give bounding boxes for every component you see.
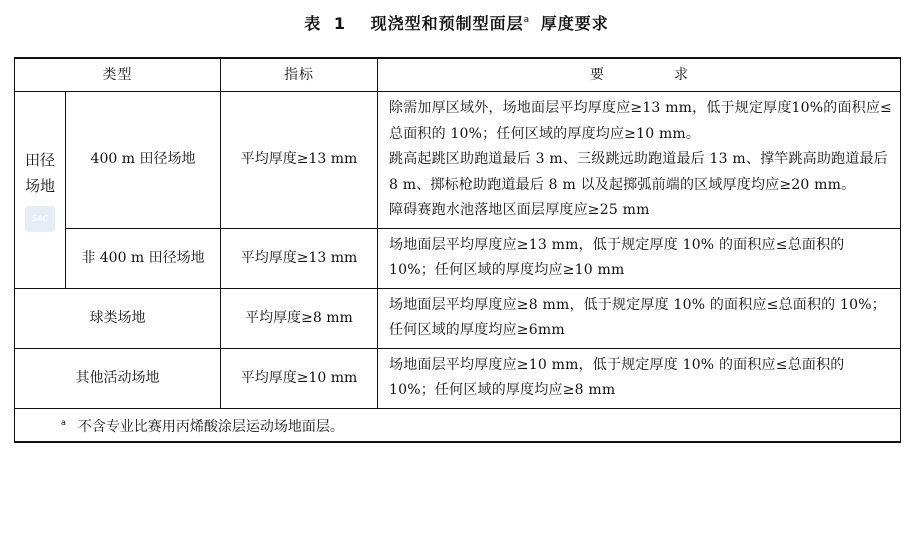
row-type: 球类场地 (15, 288, 221, 348)
requirement-paragraph: 场地面层平均厚度应≥10 mm，低于规定厚度 10% 的面积应≤总面积的 10%；任何区域的厚度均应≥8 mm (389, 356, 845, 398)
requirement-paragraph: 场地面层平均厚度应≥13 mm，低于规定厚度 10% 的面积应≤总面积的 10%；任何区域的厚度均应≥10 mm (389, 236, 845, 278)
row-type: 非 400 m 田径场地 (66, 228, 221, 288)
footnote-mark: a (61, 417, 66, 427)
table-number: 1 (333, 14, 347, 33)
group-cell-track-field (15, 92, 66, 289)
row-indicator: 平均厚度≥10 mm (221, 348, 378, 408)
row-requirements (378, 92, 901, 229)
table-title-text: 现浇型和预制型面层 (370, 14, 524, 33)
group-label-line2: 场地 (24, 177, 55, 196)
requirement-paragraph: 障碍赛跑水池落地区面层厚度应≥25 mm (389, 202, 650, 218)
table-footnote-row (15, 408, 901, 442)
table-row (15, 92, 901, 229)
requirement-paragraph: 跳高起跳区助跑道最后 3 m、三级跳远助跑道最后 13 m、撑竿跳高助跑道最后 8 m、掷标枪助跑道最后 8 m 以及起掷弧前端的区域厚度均应≥20 mm。 (389, 151, 888, 193)
row-indicator: 平均厚度≥8 mm (221, 288, 378, 348)
requirement-paragraph: 场地面层平均厚度应≥8 mm，低于规定厚度 10% 的面积应≤总面积的 10%；任何区域的厚度均应≥6mm (389, 296, 886, 338)
row-indicator: 平均厚度≥13 mm (221, 228, 378, 288)
header-type: 类型 (15, 58, 221, 92)
header-indicator: 指标 (221, 58, 378, 92)
footnote-text: 不含专业比赛用丙烯酸涂层运动场地面层。 (77, 418, 344, 435)
thickness-requirements-table (14, 57, 901, 443)
table-row (15, 228, 901, 288)
sac-logo: SAC (25, 206, 55, 232)
table-title (0, 8, 913, 36)
row-type: 400 m 田径场地 (66, 92, 221, 229)
row-type: 其他活动场地 (15, 348, 221, 408)
header-requirement: 要 求 (378, 58, 901, 92)
table-title-text-after: 厚度要求 (540, 14, 609, 33)
table-row (15, 288, 901, 348)
group-label (22, 147, 58, 199)
row-requirements (378, 348, 901, 408)
table-footnote (15, 408, 901, 442)
row-indicator: 平均厚度≥13 mm (221, 92, 378, 229)
table-row (15, 348, 901, 408)
row-requirements (378, 228, 901, 288)
row-requirements (378, 288, 901, 348)
title-footnote-mark: a (523, 15, 531, 25)
requirement-paragraph: 除需加厚区域外，场地面层平均厚度应≥13 mm，低于规定厚度10%的面积应≤总面积的 10%；任何区域的厚度均应≥10 mm。 (389, 100, 892, 142)
table-header-row (15, 58, 901, 92)
table-label: 表 (304, 14, 322, 33)
group-label-line1: 田径 (24, 151, 55, 170)
